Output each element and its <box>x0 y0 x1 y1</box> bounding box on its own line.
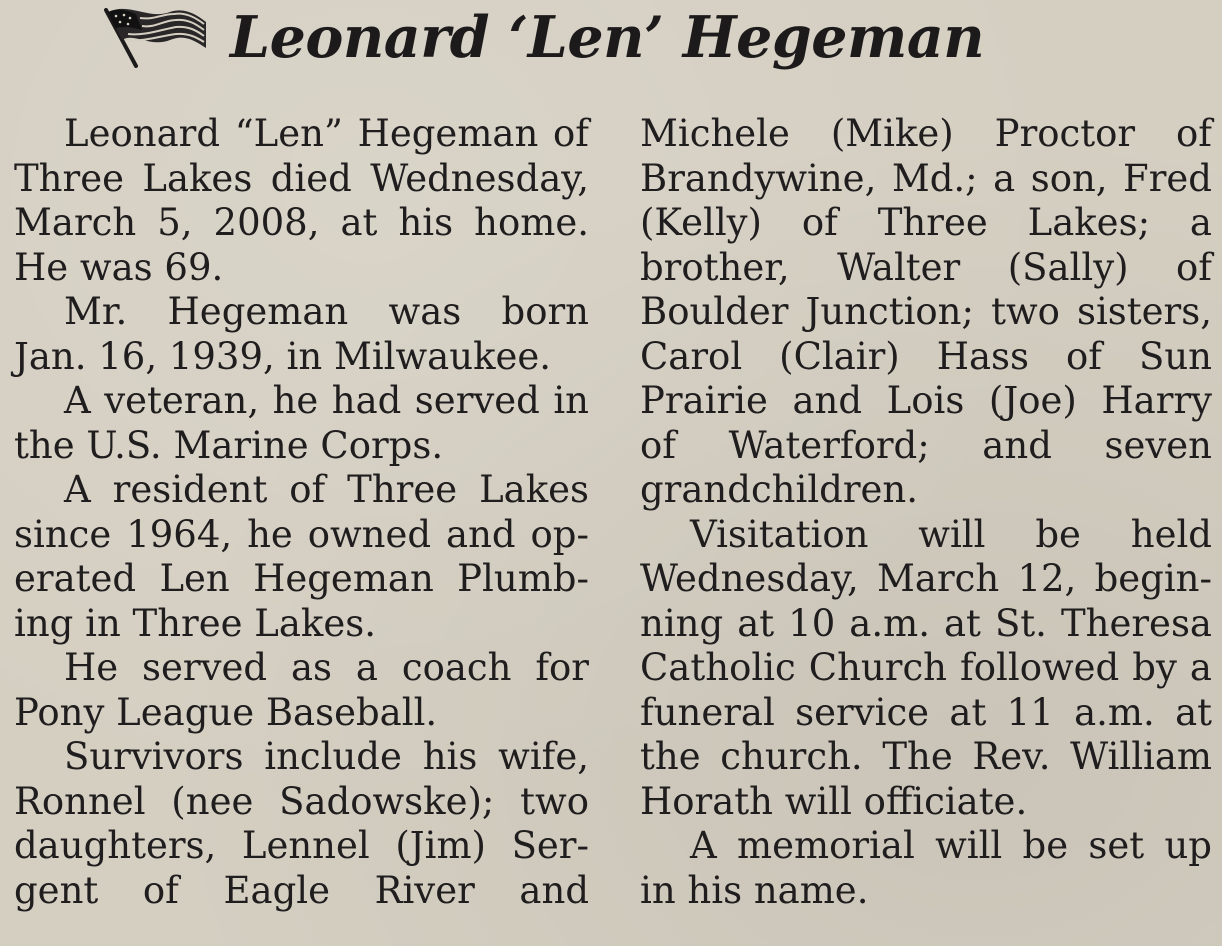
text-line: A resident of Three Lakes <box>64 468 589 511</box>
text-line: Wednesday, March 12, begin- <box>640 557 1212 600</box>
text-line: gent of Eagle River and <box>14 868 589 912</box>
text-line: Michele (Mike) Proctor of <box>640 112 1212 155</box>
text-line: Leonard “Len” Hegeman of <box>64 112 589 155</box>
text-line: Three Lakes died Wednesday, <box>14 156 589 200</box>
text-line: erated Len Hegeman Plumb- <box>14 557 589 600</box>
text-line: since 1964, he owned and op- <box>14 512 589 556</box>
text-column-left <box>14 112 589 913</box>
text-line: of Waterford; and seven <box>640 423 1212 467</box>
text-line: Carol (Clair) Hass of Sun <box>640 334 1212 378</box>
text-line: Horath will officiate. <box>640 779 1028 823</box>
text-line: Survivors include his wife, <box>64 735 589 778</box>
text-line: Brandywine, Md.; a son, Fred <box>640 156 1212 200</box>
text-line: Catholic Church followed by a <box>640 646 1212 689</box>
text-line: Visitation will be held <box>690 512 1212 556</box>
text-line: A memorial will be set up <box>690 824 1212 867</box>
text-line: Boulder Junction; two sisters, <box>640 290 1212 333</box>
text-line: He was 69. <box>14 245 224 289</box>
text-line: Prairie and Lois (Joe) Harry <box>640 379 1212 422</box>
text-line: (Kelly) of Three Lakes; a <box>640 201 1212 244</box>
text-line: the U.S. Marine Corps. <box>14 423 444 467</box>
text-line: Pony League Baseball. <box>14 690 438 734</box>
text-line: March 5, 2008, at his home. <box>14 201 589 244</box>
text-line: daughters, Lennel (Jim) Ser- <box>14 824 589 867</box>
text-column-right <box>640 112 1212 913</box>
text-line: brother, Walter (Sally) of <box>640 245 1212 289</box>
text-line: He served as a coach for <box>64 646 589 689</box>
text-line: grandchildren. <box>640 468 919 511</box>
obituary-header <box>100 0 1100 80</box>
obituary-headline: Leonard ‘Len’ Hegeman <box>230 4 985 71</box>
text-line: in his name. <box>640 868 869 912</box>
text-line: ning at 10 a.m. at St. Theresa <box>640 601 1212 645</box>
text-line: Mr. Hegeman was born <box>64 290 589 333</box>
text-line: Jan. 16, 1939, in Milwaukee. <box>14 334 552 378</box>
american-flag-icon <box>100 2 210 68</box>
text-line: ing in Three Lakes. <box>14 601 376 645</box>
text-line: A veteran, he had served in <box>64 379 589 422</box>
text-line: funeral service at 11 a.m. at <box>640 690 1212 734</box>
text-line: the church. The Rev. William <box>640 735 1212 778</box>
text-line: Ronnel (nee Sadowske); two <box>14 779 589 823</box>
